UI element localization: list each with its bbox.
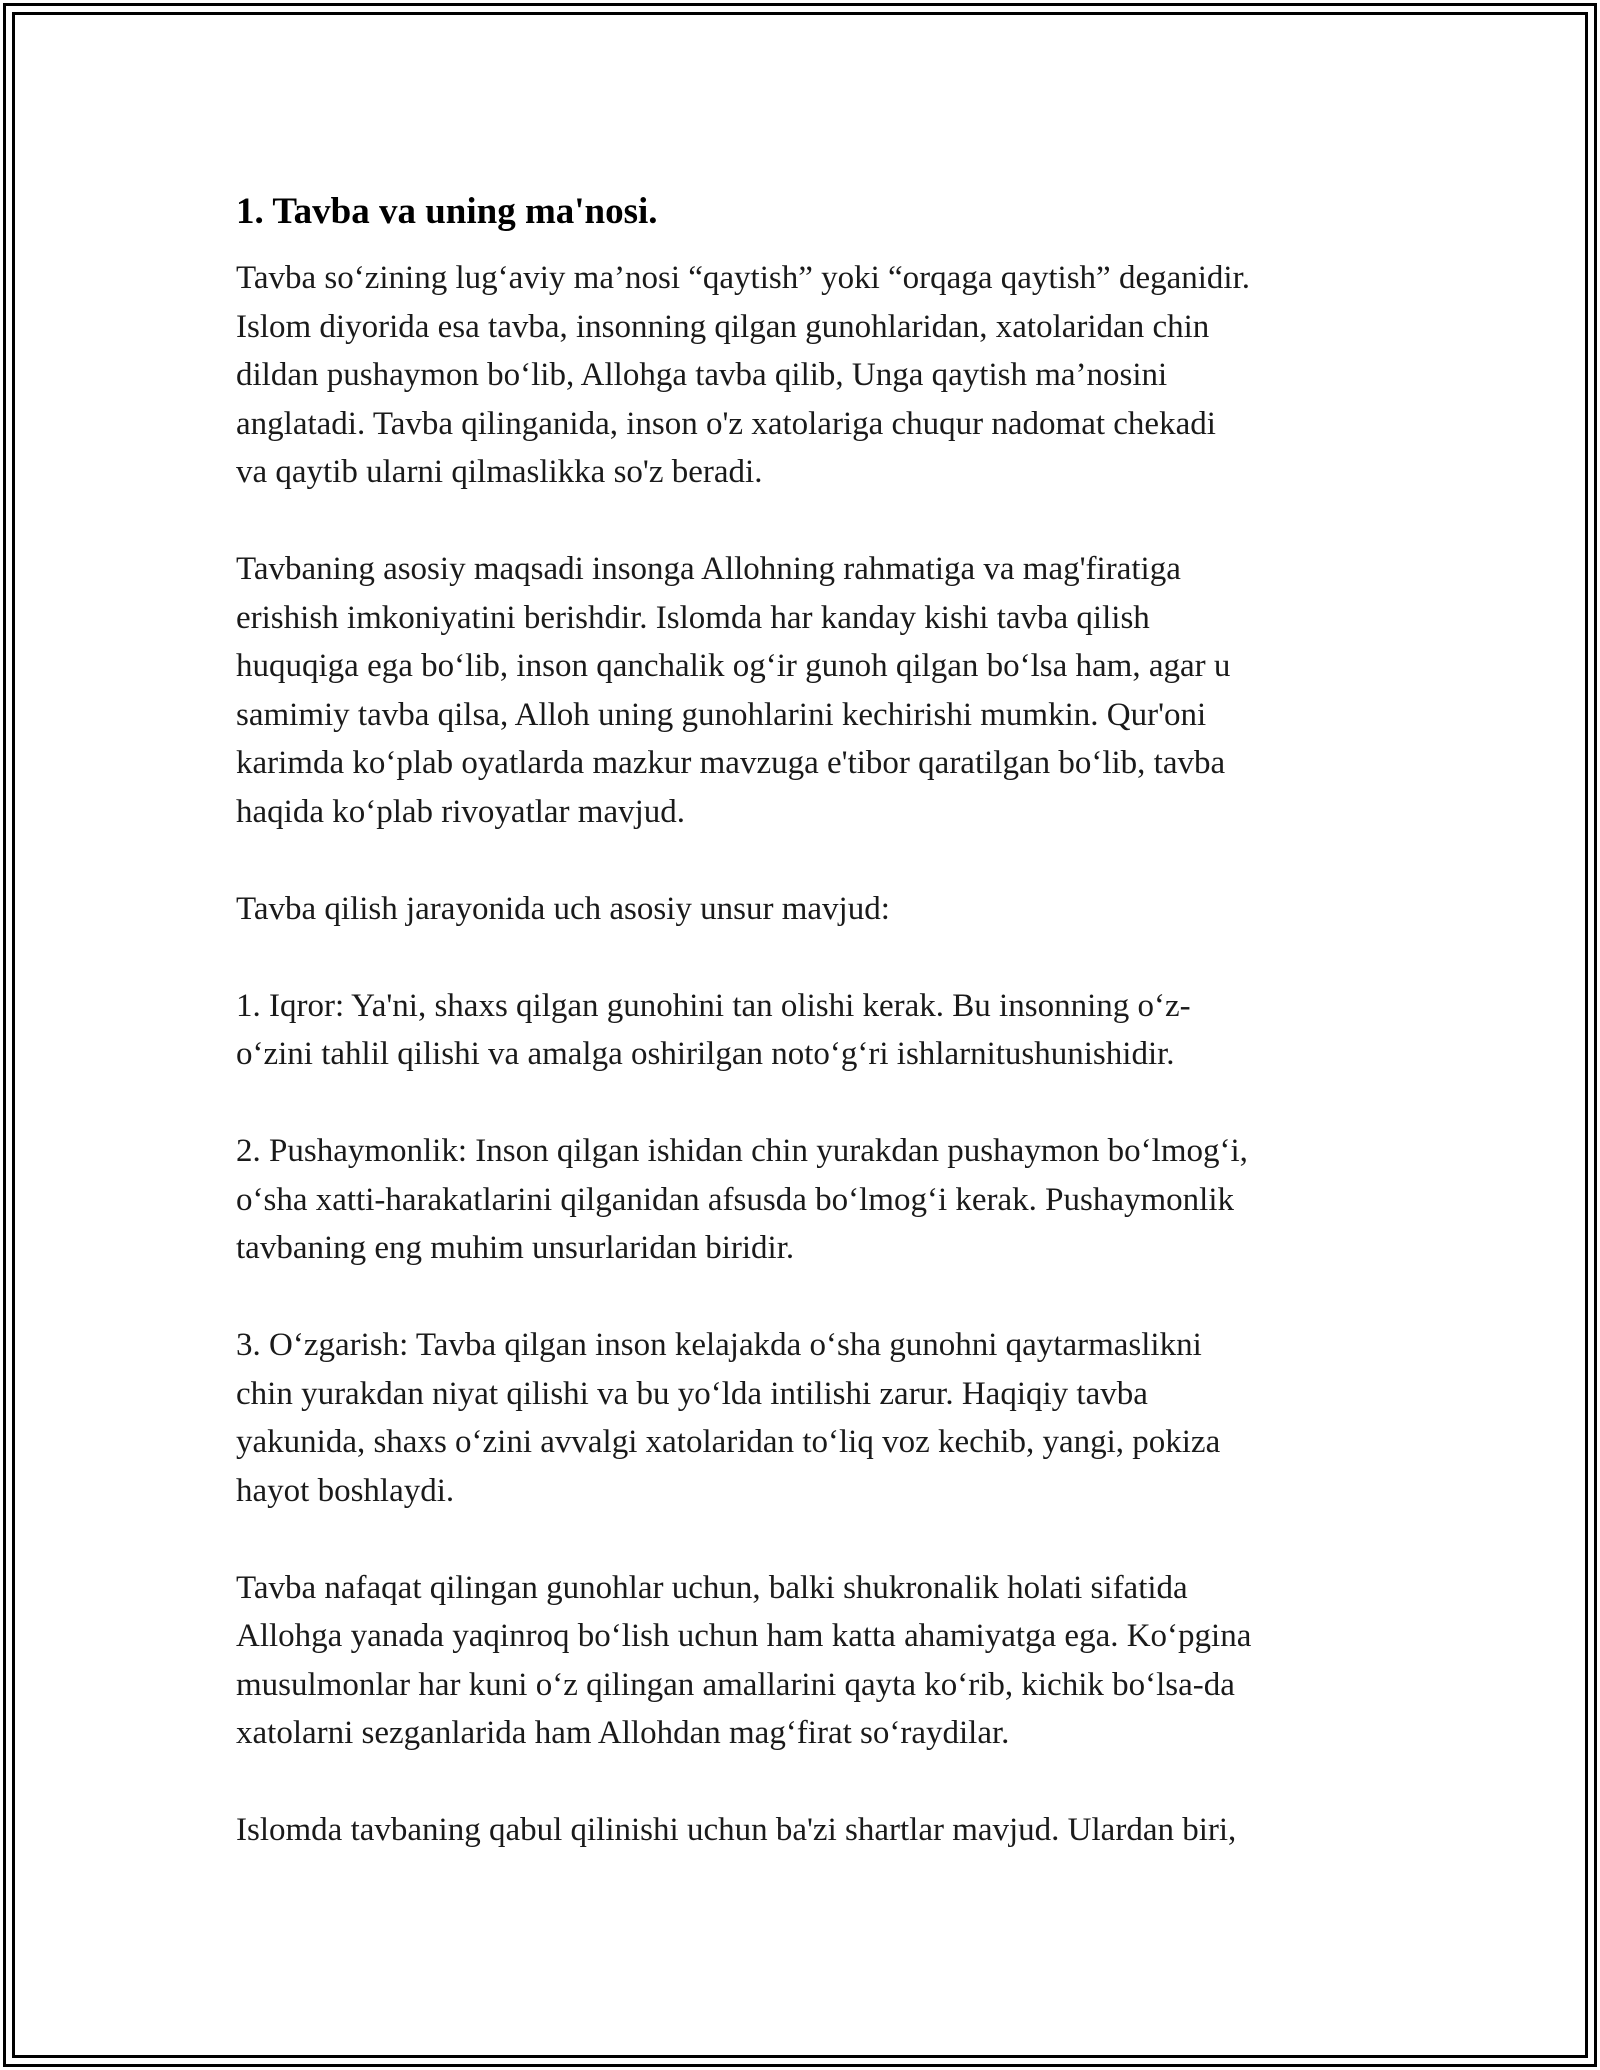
paragraph-line: Tavbaning asosiy maqsadi insonga Allohning rahmatiga va mag'firatiga bbox=[236, 551, 1181, 587]
paragraph-line: 1. Iqror: Ya'ni, shaxs qilgan gunohini tan olishi kerak. Bu insonning o‘z- bbox=[236, 987, 1191, 1024]
paragraph-line: chin yurakdan niyat qilishi va bu yo‘lda intilishi zarur. Haqiqiy tavba bbox=[236, 1375, 1148, 1412]
paragraph-line: hayot boshlaydi. bbox=[236, 1472, 455, 1509]
paragraph-line: xatolarni sezganlarida ham Allohdan mag‘firat so‘raydilar. bbox=[236, 1715, 1010, 1751]
paragraph bbox=[236, 982, 1376, 1079]
paragraph-line: dildan pushaymon bo‘lib, Allohga tavba qilib, Unga qaytish ma’nosini bbox=[236, 357, 1168, 393]
paragraph-line: Islom diyorida esa tavba, insonning qilgan gunohlaridan, xatolaridan chin bbox=[236, 308, 1210, 345]
paragraph-line: huquqiga ega bo‘lib, inson qanchalik og‘ir gunoh qilgan bo‘lsa ham, agar u bbox=[236, 648, 1231, 684]
paragraph-line: Allohga yanada yaqinroq bo‘lish uchun ham katta ahamiyatga ega. Ko‘pgina bbox=[236, 1618, 1252, 1654]
paragraph bbox=[236, 1806, 1376, 1855]
paragraph-line: o‘zini tahlil qilishi va amalga oshirilgan noto‘g‘ri ishlarnitushunishidir. bbox=[236, 1036, 1175, 1072]
paragraph-line: 3. O‘zgarish: Tavba qilgan inson kelajakda o‘sha gunohni qaytarmaslikni bbox=[236, 1327, 1202, 1363]
document-page bbox=[236, 188, 1376, 1903]
document-body bbox=[236, 254, 1376, 1855]
paragraph-line: anglatadi. Tavba qilinganida, inson o'z xatolariga chuqur nadomat chekadi bbox=[236, 405, 1216, 442]
paragraph bbox=[236, 1321, 1376, 1515]
paragraph-line: o‘sha xatti-harakatlarini qilganidan afsusda bo‘lmog‘i kerak. Pushaymonlik bbox=[236, 1181, 1234, 1218]
paragraph-line: 2. Pushaymonlik: Inson qilgan ishidan chin yurakdan pushaymon bo‘lmog‘i, bbox=[236, 1133, 1248, 1169]
paragraph-line: Islomda tavbaning qabul qilinishi uchun ba'zi shartlar mavjud. Ulardan biri, bbox=[236, 1812, 1237, 1848]
paragraph-line: erishish imkoniyatini berishdir. Islomda har kanday kishi tavba qilish bbox=[236, 599, 1150, 636]
paragraph bbox=[236, 1564, 1376, 1758]
paragraph-line: haqida ko‘plab rivoyatlar mavjud. bbox=[236, 793, 686, 830]
paragraph-line: Tavba qilish jarayonida uch asosiy unsur mavjud: bbox=[236, 890, 890, 927]
paragraph-line: yakunida, shaxs o‘zini avvalgi xatolaridan to‘liq voz kechib, yangi, pokiza bbox=[236, 1424, 1221, 1460]
paragraph bbox=[236, 254, 1376, 497]
paragraph-line: Tavba nafaqat qilingan gunohlar uchun, balki shukronalik holati sifatida bbox=[236, 1569, 1188, 1606]
paragraph bbox=[236, 545, 1376, 836]
paragraph-line: musulmonlar har kuni o‘z qilingan amallarini qayta ko‘rib, kichik bo‘lsa-da bbox=[236, 1666, 1235, 1703]
paragraph-line: va qaytib ularni qilmaslikka so'z beradi. bbox=[236, 454, 763, 490]
section-heading: 1. Tavba va uning ma'nosi. bbox=[236, 191, 658, 232]
paragraph-line: samimiy tavba qilsa, Alloh uning gunohlarini kechirishi mumkin. Qur'oni bbox=[236, 696, 1207, 733]
paragraph-line: karimda ko‘plab oyatlarda mazkur mavzuga e'tibor qaratilgan bo‘lib, tavba bbox=[236, 745, 1226, 781]
paragraph-line: Tavba so‘zining lug‘aviy ma’nosi “qaytish” yoki “orqaga qaytish” deganidir. bbox=[236, 260, 1250, 296]
paragraph bbox=[236, 1127, 1376, 1273]
paragraph bbox=[236, 885, 1376, 934]
paragraph-line: tavbaning eng muhim unsurlaridan biridir. bbox=[236, 1230, 795, 1266]
